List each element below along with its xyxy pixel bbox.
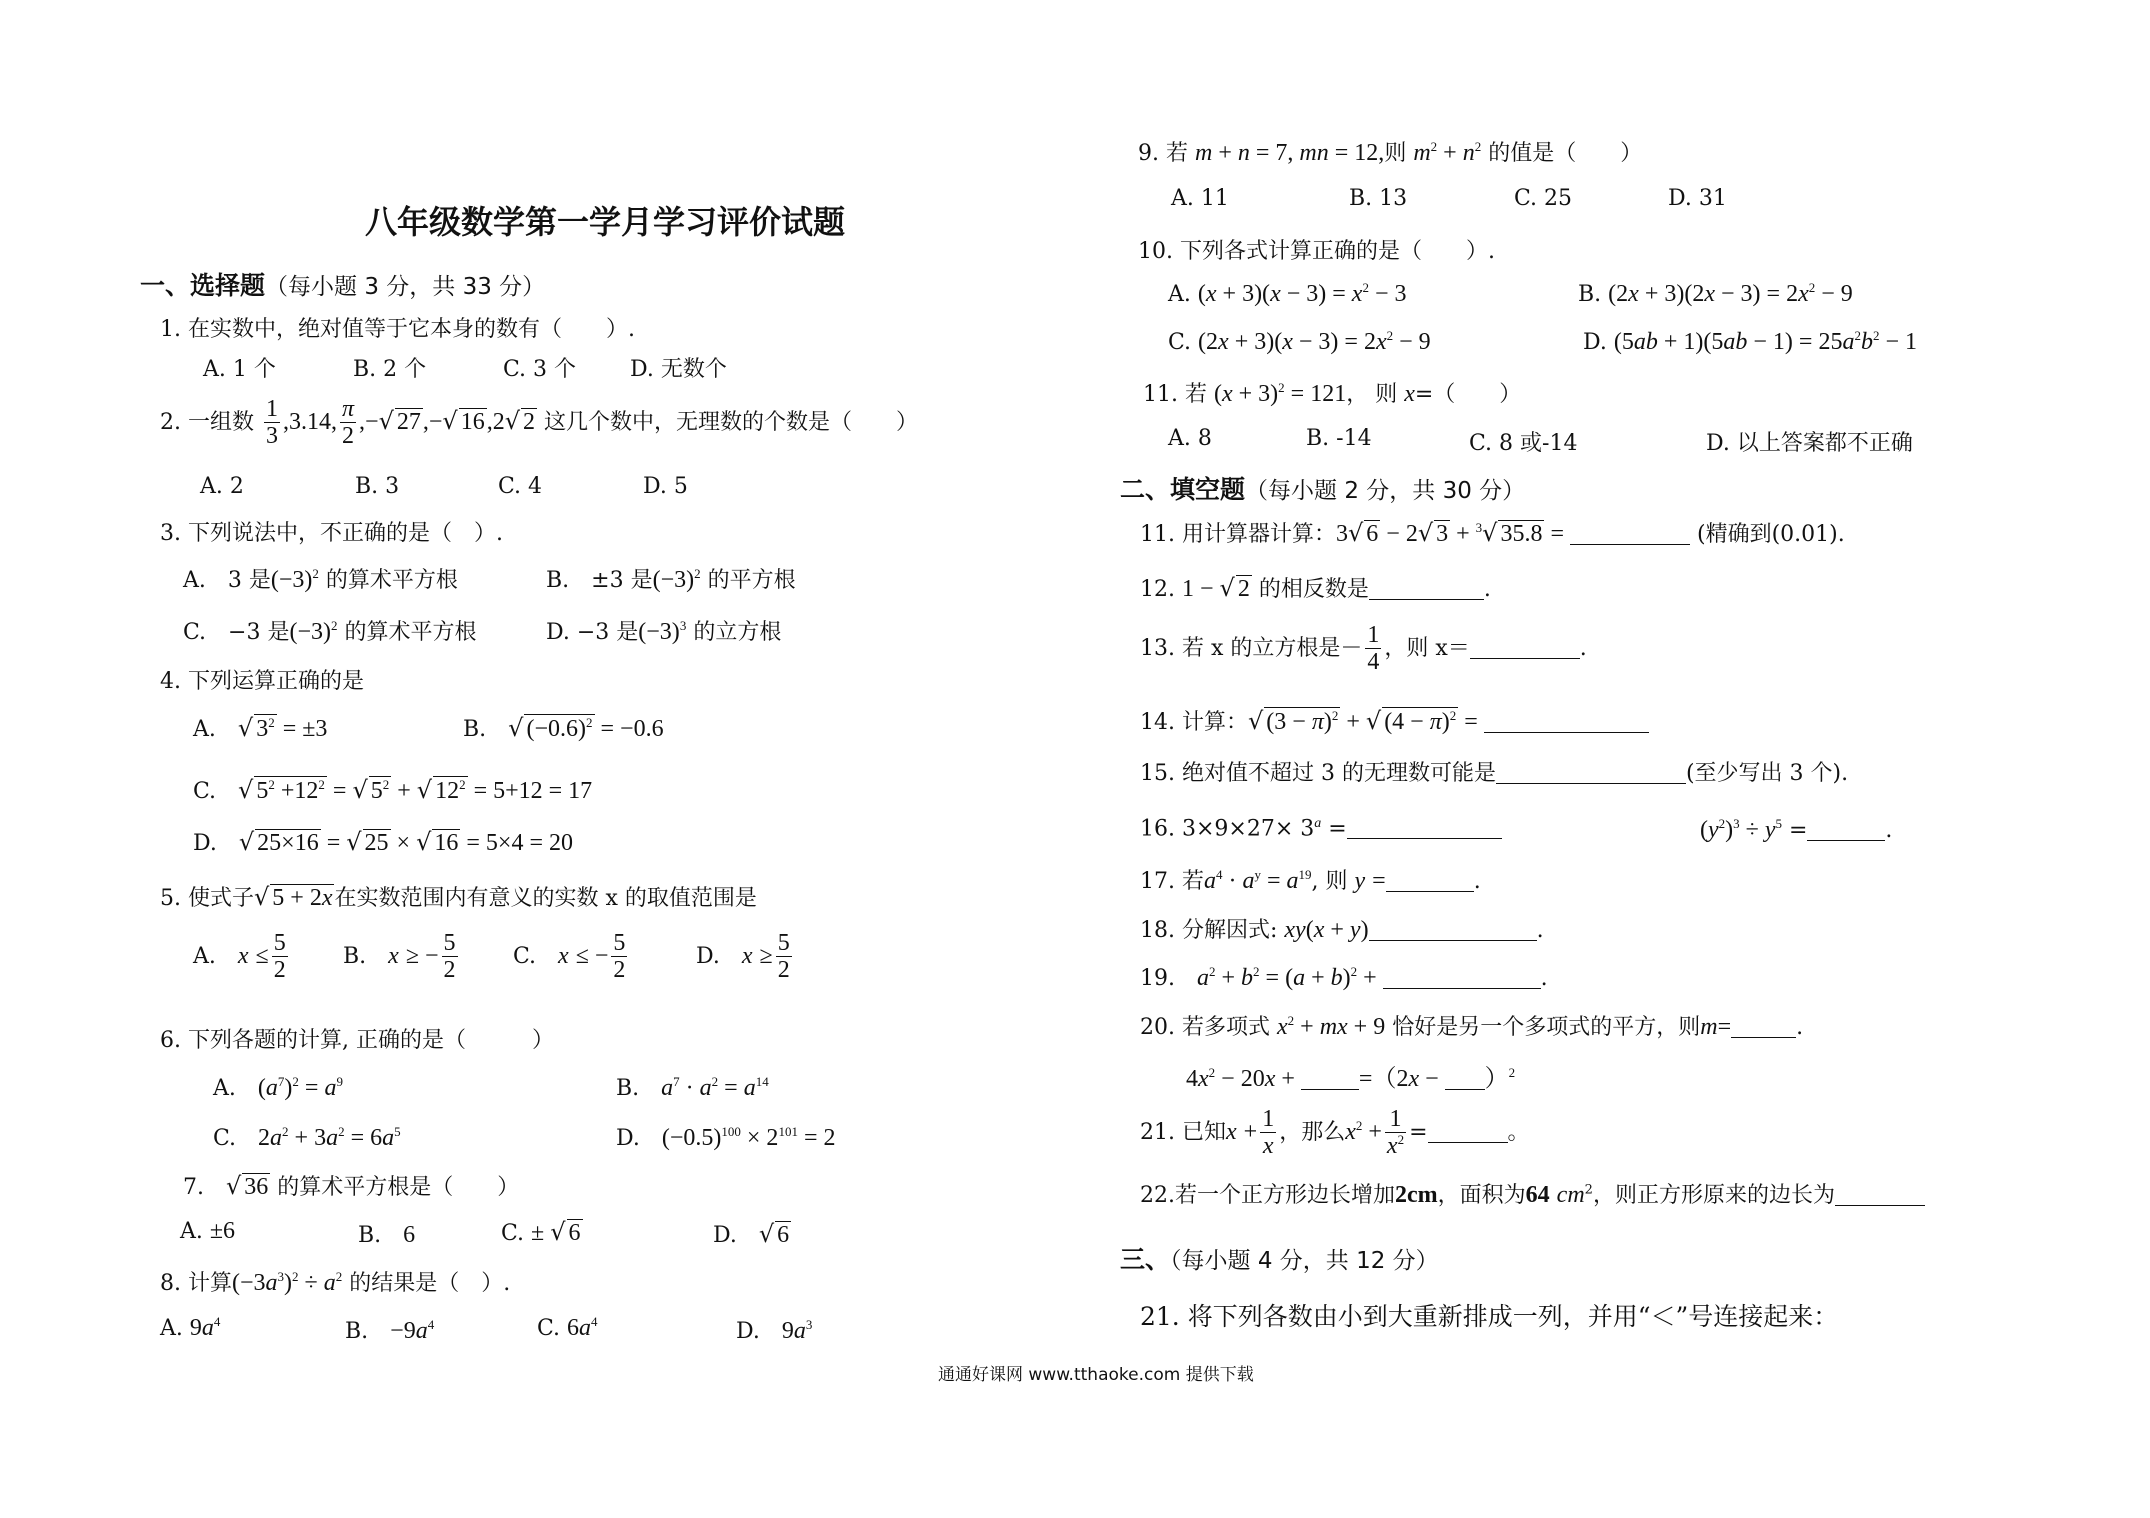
q7-option-c: C. ± √ 6 (501, 1218, 581, 1246)
q6-option-d: D. $(-0.5)^{100} \times 2^{101} = 2$ (616, 1124, 836, 1151)
q3-option-a: A. 3 是$(-3)^2$ 的算术平方根 (183, 566, 458, 593)
fill-16b: $(y^2)^3 \div y^5$ = . (1700, 816, 1893, 843)
q9-stem: 9. 若 m + n = 7, mn = 12,则 $m^2 + n^2$ 的值是（ ） (1138, 139, 1643, 166)
q10-option-a: A. $(x + 3)(x - 3) = x^2 - 3$ (1168, 280, 1407, 307)
q8-option-c: C. $6a^4$ (537, 1314, 598, 1341)
q6-option-a: A. $(a^7)^2 = a^9$ (213, 1074, 343, 1101)
q3-option-c: C. −3 是$(-3)^2$ 的算术平方根 (183, 618, 477, 645)
section-one-title: 一、选择题 (140, 271, 266, 300)
q5-stem: 5. 使式子√ 5 + 2x在实数范围内有意义的实数 x 的取值范围是 (160, 883, 757, 911)
q5-option-b: B. x ≥ − $\frac{5}{2}$ (343, 930, 456, 984)
q4-stem: 4. 下列运算正确的是 (160, 669, 364, 694)
section-three-note: （每小题 4 分，共 12 分） (1170, 1248, 1439, 1274)
fill-16: 16. $3\times 9\times 27\times 3^a$ = (1140, 816, 1502, 841)
q10-option-b: B. $(2x + 3)(2x - 3) = 2x^2 - 9$ (1578, 280, 1853, 307)
page-title: 八年级数学第一学月学习评价试题 (365, 203, 846, 241)
fill-20: 20. 若多项式 $x^2$ + mx + 9 恰好是另一个多项式的平方，则m= . (1140, 1013, 1804, 1040)
q6-option-c: C. $2a^2 + 3a^2 = 6a^5$ (213, 1124, 401, 1151)
footer-credit: 通通好课网 www.tthaoke.com 提供下载 (938, 1365, 1254, 1385)
q7-option-b: B. 6 (358, 1222, 416, 1248)
section-one-header (140, 266, 545, 302)
q2-frac-one-third: $\frac{1}{3}$ (265, 396, 278, 450)
q2-option-b: B. 3 (355, 474, 400, 499)
q1-option-b: B. 2 个 (353, 357, 427, 382)
fill-17: 17. 若$a^4 \cdot a^y = a^{19}$, 则 y = . (1140, 867, 1481, 894)
fill-18: 18. 分解因式: xy(x + y) . (1140, 917, 1544, 943)
q10-stem: 10. 下列各式计算正确的是（ ）. (1138, 239, 1495, 264)
q9-option-a: A. 11 (1171, 186, 1229, 211)
q4-option-a: A. √ $3^2 = \pm 3$ (193, 714, 328, 742)
q6-stem: 6. 下列各题的计算, 正确的是（ ） (160, 1028, 554, 1053)
q11-option-a: A. 8 (1168, 426, 1212, 451)
q3-stem: 3. 下列说法中，不正确的是（ ）. (160, 521, 503, 546)
q11-stem: 11. 若 $(x + 3)^2 = 121$， 则 x=（ ） (1143, 380, 1522, 407)
q5-option-d: D. x ≥ $\frac{5}{2}$ (696, 930, 790, 984)
fill-19: 19. $a^2 + b^2 = (a + b)^2$ + . (1140, 964, 1548, 991)
q2-option-c: C. 4 (498, 474, 543, 499)
q5-option-c: C. x ≤ − $\frac{5}{2}$ (513, 930, 626, 984)
q8-option-a: A. $9a^4$ (160, 1314, 221, 1341)
fill-14: 14. 计算：√ $(3 - \pi)^2$ + √ $(4 - \pi)^2$ = (1140, 705, 1649, 736)
q4-option-d: D. √ 25×16 = √ 25 × √ 16 = 5×4 = 20 (193, 828, 573, 856)
q1-option-a: A. 1 个 (203, 357, 276, 382)
q7-stem: 7. √ 36 的算术平方根是（ ） (183, 1172, 520, 1200)
section-two-title: 二、填空题 (1120, 475, 1246, 504)
q9-option-b: B. 13 (1349, 186, 1408, 211)
q1-option-c: C. 3 个 (503, 357, 577, 382)
q4-option-b: B. √ $(-0.6)^2 = -0.6$ (463, 714, 664, 742)
q1-option-d: D. 无数个 (630, 357, 727, 382)
q5-option-a: A. x ≤ $\frac{5}{2}$ (193, 930, 286, 984)
q11-option-b: B. -14 (1306, 426, 1372, 451)
q2-option-d: D. 5 (643, 474, 688, 499)
q11-option-d: D. 以上答案都不正确 (1706, 431, 1913, 456)
q9-option-c: C. 25 (1514, 186, 1573, 211)
fill-13: 13. 若 x 的立方根是－ $\frac{1}{4}$ ，则 x＝ . (1140, 622, 1587, 676)
q6-option-b: B. $a^7 \cdot a^2 = a^{14}$ (616, 1074, 769, 1101)
section-one-note: （每小题 3 分，共 33 分） (265, 274, 546, 300)
q2-line: 2. 一组数 $\frac{1}{3}$ ,3.14, $\frac{\pi}{2}$ ,−√ 27,−√ 16,2√ 2 这几个数中，无理数的个数是（ ） (160, 396, 919, 450)
q3-option-d: D. −3 是$(-3)^3$ 的立方根 (546, 618, 782, 645)
fill-21: 21. 已知x + $\frac{1}{x}$ ，那么$x^2$ + $\frac{1}{x^2}$ = 。 (1140, 1106, 1530, 1160)
q10-option-c: C. $(2x + 3)(x - 3) = 2x^2 - 9$ (1168, 328, 1431, 355)
q11-option-c: C. 8 或-14 (1469, 431, 1578, 456)
section-three-q21: 21. 将下列各数由小到大重新排成一列，并用“＜”号连接起来： (1140, 1302, 1839, 1331)
fill-22: 22.若一个正方形边长增加2cm，面积为64 $cm^2$，则正方形原来的边长为 (1140, 1178, 1925, 1209)
q8-option-d: D. $9a^3$ (736, 1317, 813, 1344)
q8-stem: 8. 计算$(-3a^3)^2 \div a^2$ 的结果是（ ）. (160, 1269, 511, 1296)
fill-15: 15. 绝对值不超过 3 的无理数可能是 (至少写出 3 个). (1140, 761, 1849, 786)
q7-option-d: D. √ 6 (713, 1220, 790, 1248)
q7-option-a: A. ±6 (180, 1218, 236, 1244)
section-two-header (1120, 470, 1525, 506)
fill-12: 12. 1 − √ 2 的相反数是 . (1140, 574, 1491, 602)
q4-option-c: C. √ $5^2 +12^2$ = √ $5^2$ + √ $12^2 = 5+12 = 17$ (193, 776, 593, 804)
q2-tail: 这几个数中，无理数的个数是（ ） (544, 409, 919, 435)
fill-20b: $4x^2 - 20x + =(2x - )^2$ (1186, 1065, 1516, 1092)
q1-stem: 1. 在实数中，绝对值等于它本身的数有（ ）. (160, 317, 635, 342)
q8-option-b: B. $-9a^4$ (345, 1317, 435, 1344)
section-three-title: 三、 (1120, 1245, 1171, 1274)
section-three-header (1120, 1240, 1439, 1276)
q3-option-b: B. ±3 是$(-3)^2$ 的平方根 (546, 566, 796, 593)
section-two-note: （每小题 2 分，共 30 分） (1245, 478, 1526, 504)
fill-11: 11. 用计算器计算：3√ 6 − 2√ 3 + $^3$√ 35.8 = (精确到(0.01). (1140, 519, 1845, 547)
q10-option-d: D. $(5ab + 1)(5ab - 1) = 25a^2b^2 - 1$ (1583, 328, 1917, 355)
q2-prefix: 2. 一组数 (160, 409, 254, 435)
q9-option-d: D. 31 (1668, 186, 1727, 211)
q2-option-a: A. 2 (200, 474, 244, 499)
q2-frac-pi-half: $\frac{\pi}{2}$ (341, 396, 355, 450)
